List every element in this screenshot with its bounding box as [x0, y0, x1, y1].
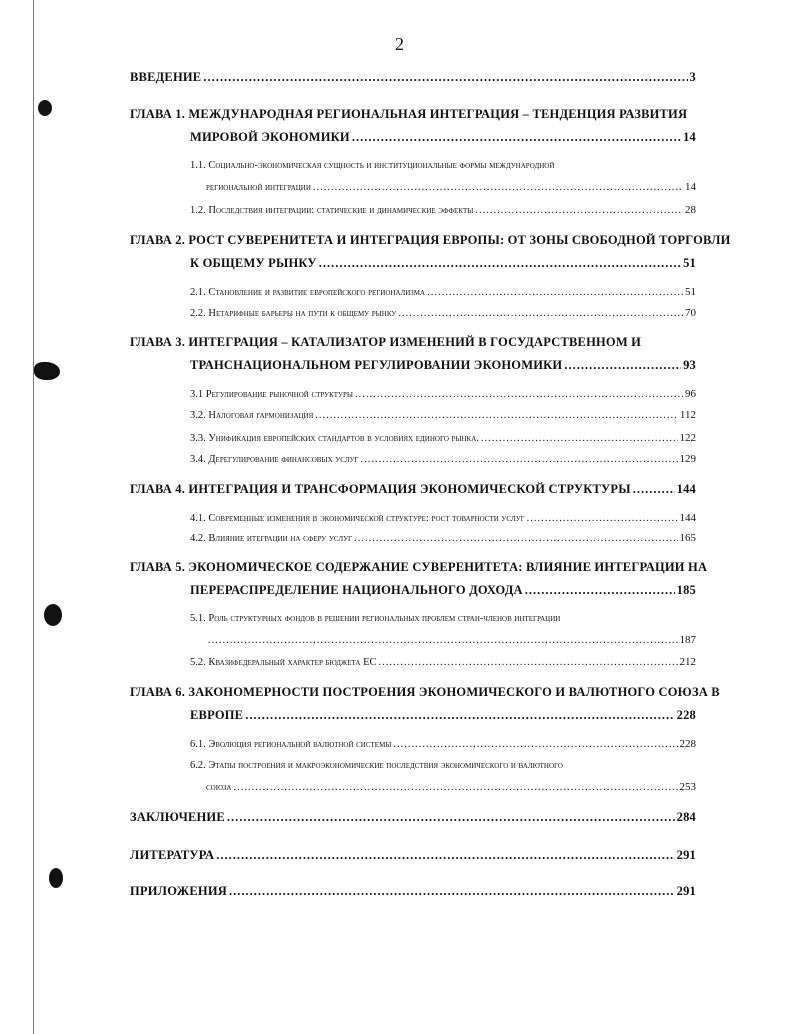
- toc-entry-section-2-2[interactable]: [190, 307, 696, 319]
- leader-dots: [379, 657, 678, 668]
- toc-entry-page: 165: [679, 532, 696, 544]
- toc-entry-page: 70: [685, 307, 696, 319]
- toc-entry-page: 129: [679, 453, 696, 465]
- leader-dots: [633, 482, 675, 497]
- toc-entry-section-1-1[interactable]: [206, 181, 696, 193]
- toc-entry-section-3-1[interactable]: [190, 388, 696, 400]
- toc-entry-section-6-1[interactable]: [190, 738, 696, 750]
- toc-entry-page: 228: [679, 738, 696, 750]
- toc-chapter-5-title[interactable]: ГЛАВА 5. ЭКОНОМИЧЕСКОЕ СОДЕРЖАНИЕ СУВЕРЕНИТЕТА: ВЛИЯНИЕ ИНТЕГРАЦИИ НА: [130, 560, 708, 574]
- leader-dots: [564, 358, 681, 373]
- toc-entry-chapter-1[interactable]: [190, 130, 696, 145]
- toc-entry-title: 2.1. Становление и развитие европейского регионализма: [190, 287, 426, 298]
- toc-entry-title: ЕВРОПЕ: [190, 708, 244, 722]
- leader-dots: [313, 182, 683, 193]
- toc-entry-title: ВВЕДЕНИЕ: [130, 70, 202, 84]
- toc-entry-title: ПРИЛОЖЕНИЯ: [130, 884, 227, 898]
- toc-section-6-2-title[interactable]: 6.2. Этапы построения и макроэкономические последствия экономического и валютного: [190, 760, 563, 771]
- toc-entry-appendix[interactable]: [130, 884, 696, 899]
- toc-entry-page: 96: [685, 388, 696, 400]
- toc-entry-section-5-2[interactable]: [190, 656, 696, 668]
- toc-entry-page: 112: [679, 409, 696, 421]
- toc-chapter-6-title[interactable]: ГЛАВА 6. ЗАКОНОМЕРНОСТИ ПОСТРОЕНИЯ ЭКОНОМИЧЕСКОГО И ВАЛЮТНОГО СОЮЗА В: [130, 685, 720, 699]
- leader-dots: [319, 256, 681, 271]
- toc-entry-literature[interactable]: [130, 848, 696, 863]
- toc-entry-section-1-2[interactable]: [190, 204, 696, 216]
- toc-entry-page: 144: [676, 482, 696, 496]
- toc-entry-page: 14: [683, 130, 696, 144]
- toc-entry-title: 3.2. Налоговая гармонизация: [190, 410, 314, 421]
- leader-dots: [229, 884, 675, 899]
- toc-section-5-1-title[interactable]: 5.1. Роль структурных фондов в решении региональных проблем стран-членов интеграции: [190, 613, 561, 624]
- toc-entry-chapter-6[interactable]: [190, 708, 696, 723]
- toc-chapter-2-title[interactable]: ГЛАВА 2. РОСТ СУВЕРЕНИТЕТА И ИНТЕГРАЦИЯ ЕВРОПЫ: ОТ ЗОНЫ СВОБОДНОЙ ТОРГОВЛИ: [130, 233, 731, 247]
- leader-dots: [227, 810, 675, 825]
- leader-dots: [216, 848, 674, 863]
- toc-entry-page: 185: [676, 583, 696, 597]
- toc-entry-conclusion[interactable]: [130, 810, 696, 825]
- toc-entry-title: союза: [206, 782, 232, 793]
- leader-dots: [525, 583, 675, 598]
- leader-dots: [355, 389, 683, 400]
- toc-entry-title: 3.4. Дерегулирование финансовых услуг: [190, 454, 359, 465]
- toc-entry-chapter-5[interactable]: [190, 583, 696, 598]
- leader-dots: [233, 782, 677, 793]
- leader-dots: [481, 433, 678, 444]
- toc-entry-title: МИРОВОЙ ЭКОНОМИКИ: [190, 130, 350, 144]
- toc-chapter-1-title[interactable]: ГЛАВА 1. МЕЖДУНАРОДНАЯ РЕГИОНАЛЬНАЯ ИНТЕГРАЦИЯ – ТЕНДЕНЦИЯ РАЗВИТИЯ: [130, 107, 688, 121]
- toc-entry-title: 3.3. Унификация европейских стандартов в условиях единого рынка.: [190, 433, 479, 444]
- toc-entry-section-3-3[interactable]: [190, 432, 696, 444]
- toc-entry-section-4-1[interactable]: [190, 512, 696, 524]
- toc-entry-title: ГЛАВА 4. ИНТЕГРАЦИЯ И ТРАНСФОРМАЦИЯ ЭКОНОМИЧЕСКОЙ СТРУКТУРЫ: [130, 482, 631, 496]
- toc-chapter-3-title[interactable]: ГЛАВА 3. ИНТЕГРАЦИЯ – КАТАЛИЗАТОР ИЗМЕНЕНИЙ В ГОСУДАРСТВЕННОМ И: [130, 335, 642, 349]
- toc-entry-title: 4.1. Современные изменения в экономической структуре: рост товарности услуг: [190, 513, 525, 524]
- toc-entry-page: 187: [679, 634, 696, 646]
- toc-entry-page: 291: [676, 884, 696, 898]
- toc-entry-page: 228: [676, 708, 696, 722]
- toc-entry-section-4-2[interactable]: [190, 532, 696, 544]
- toc-entry-title: 2.2. Нетарифные барьеры на пути к общему рынку: [190, 308, 397, 319]
- toc-entry-section-2-1[interactable]: [190, 286, 696, 298]
- toc-entry-intro[interactable]: [130, 70, 696, 85]
- toc-entry-page: 144: [679, 512, 696, 524]
- toc-section-1-1-title[interactable]: 1.1. Социально-экономическая сущность и институциональные формы международной: [190, 160, 555, 171]
- toc-entry-chapter-3[interactable]: [190, 358, 696, 373]
- toc-entry-page: 3: [689, 70, 696, 84]
- toc-entry-page: 28: [685, 204, 696, 216]
- toc-entry-page: 284: [676, 810, 696, 824]
- toc-entry-title: К ОБЩЕМУ РЫНКУ: [190, 256, 317, 270]
- toc-entry-title: ТРАНСНАЦИОНАЛЬНОМ РЕГУЛИРОВАНИИ ЭКОНОМИКИ: [190, 358, 563, 372]
- toc-entry-page: 253: [679, 781, 696, 793]
- leader-dots: [245, 708, 674, 723]
- leader-dots: [360, 454, 677, 465]
- toc-entry-title: ПЕРЕРАСПРЕДЕЛЕНИЕ НАЦИОНАЛЬНОГО ДОХОДА: [190, 583, 523, 597]
- leader-dots: [475, 205, 683, 216]
- toc-entry-section-5-1[interactable]: [206, 634, 696, 646]
- leader-dots: [527, 513, 678, 524]
- toc-entry-title: региональной интеграции: [206, 182, 311, 193]
- leader-dots: [203, 70, 687, 85]
- toc-entry-page: 122: [679, 432, 696, 444]
- toc-entry-title: 6.1. Эволюция региональной валютной системы: [190, 739, 392, 750]
- leader-dots: [398, 308, 683, 319]
- leader-dots: [427, 287, 683, 298]
- page-number: 2: [395, 34, 404, 54]
- toc-entry-chapter-2[interactable]: [190, 256, 696, 271]
- leader-dots: [354, 533, 677, 544]
- toc-entry-chapter-4[interactable]: [130, 482, 696, 497]
- toc-entry-page: 212: [679, 656, 696, 668]
- leader-dots: [352, 130, 681, 145]
- toc-entry-title: 4.2. Влияние итеграции на сферу услуг: [190, 533, 353, 544]
- toc-entry-title: ЛИТЕРАТУРА: [130, 848, 215, 862]
- leader-dots: [393, 739, 677, 750]
- toc-entry-section-3-4[interactable]: [190, 453, 696, 465]
- toc-entry-section-6-2[interactable]: [206, 781, 696, 793]
- toc-entry-title: 5.2. Квазифедеральный характер бюджета ЕС: [190, 657, 377, 668]
- leader-dots: [208, 635, 678, 646]
- toc-entry-page: 51: [685, 286, 696, 298]
- toc-entry-title: 1.2. Последствия интеграции: статические и динамические эффекты: [190, 205, 474, 216]
- toc-entry-page: 291: [676, 848, 696, 862]
- toc-entry-page: 51: [683, 256, 696, 270]
- toc-entry-page: 93: [683, 358, 696, 372]
- leader-dots: [315, 410, 678, 421]
- toc-entry-title: ЗАКЛЮЧЕНИЕ: [130, 810, 225, 824]
- toc-entry-section-3-2[interactable]: [190, 409, 696, 421]
- toc-entry-page: 14: [685, 181, 696, 193]
- toc-entry-title: 3.1 Регулирование рыночной структуры: [190, 389, 354, 400]
